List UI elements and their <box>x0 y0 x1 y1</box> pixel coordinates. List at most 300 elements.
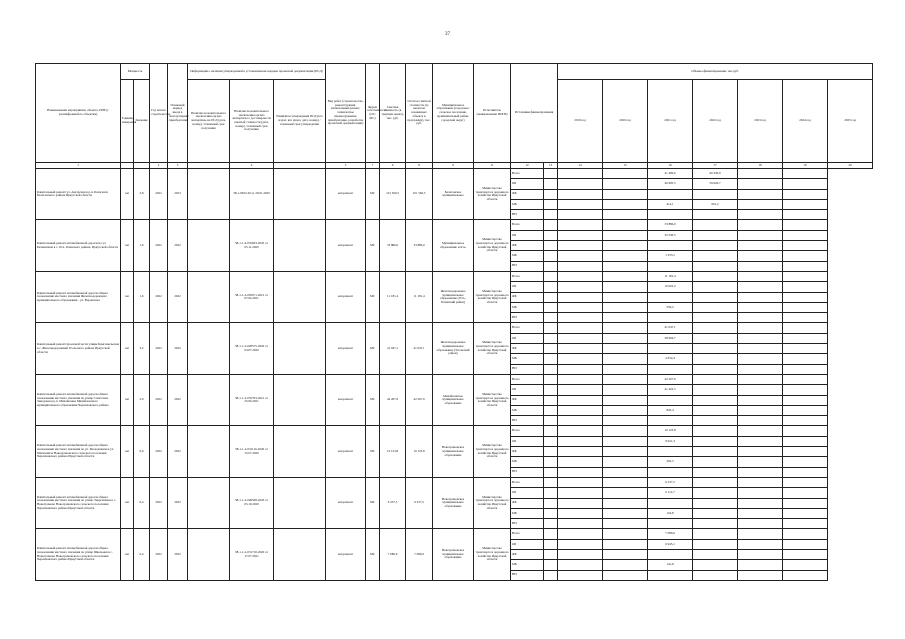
year-2019-cell <box>544 210 558 220</box>
year-2024-cell <box>738 539 783 549</box>
funding-source-label: МБ <box>511 508 544 518</box>
year-2019-cell <box>544 179 558 189</box>
year-2020-cell <box>558 374 603 384</box>
year-2022-cell <box>648 313 693 323</box>
year-2020-cell <box>558 220 603 230</box>
year-2025-cell <box>783 261 828 271</box>
year-2022-cell: 40 995,5 <box>648 179 693 189</box>
table-row <box>36 271 873 281</box>
year-2023-cell <box>693 570 738 580</box>
year-2021-cell <box>603 261 648 271</box>
unit-cell: км <box>121 220 134 271</box>
work-type-cell: кап.ремонт <box>326 169 366 220</box>
year-2025-cell <box>783 292 828 302</box>
year-2021-cell <box>603 549 648 559</box>
value-cell: 0,4 <box>134 477 150 528</box>
year-2022-cell: 41 422,5 <box>648 385 693 395</box>
year-2024-cell <box>738 199 783 209</box>
pd-approval-cell <box>274 374 326 425</box>
year-2025-cell <box>783 539 828 549</box>
col-number: 20 <box>828 163 873 169</box>
municipality-cell: Балаганское муниципальное <box>433 169 474 220</box>
executor-cell: Министерство транспорта и дорожного хозяйства Иркутской области <box>474 169 511 220</box>
year-2023-cell <box>693 282 738 292</box>
year-2024-cell <box>738 395 783 405</box>
year-2025-cell <box>783 199 828 209</box>
year-2025-cell <box>783 220 828 230</box>
header-year-2023: 2023 год <box>738 80 783 163</box>
work-type-cell: кап.ремонт <box>326 323 366 374</box>
funding-source-label: Всего <box>511 220 544 230</box>
unit-cell: км <box>121 374 134 425</box>
funding-source-label: НИ <box>511 313 544 323</box>
pd-approval-cell <box>274 323 326 374</box>
header-unit: Единица измерения <box>121 80 134 163</box>
year-2024-cell <box>738 560 783 570</box>
planned-year-cell: 2022 <box>168 529 188 580</box>
year-2021-cell <box>603 333 648 343</box>
executor-cell: Министерство транспорта и дорожного хозяйства Иркутской области <box>474 220 511 271</box>
col-number: 8 <box>406 163 433 169</box>
header-executor: Исполнитель (наименование ИОГВ) <box>474 64 511 163</box>
year-2025-cell <box>783 333 828 343</box>
municipality-cell: Муниципальное образование «Оса» <box>433 220 474 271</box>
pd-positive-cell <box>188 271 230 322</box>
year-2020-cell <box>558 447 603 457</box>
pd-approval-cell <box>274 529 326 580</box>
header-value: Значение <box>134 80 150 163</box>
header-pd-positive: Наличие положительного заключения органа экспертизы на ПСД (дата, номер) / плановый срок получения <box>188 80 230 163</box>
year-2025-cell <box>783 282 828 292</box>
header-pd-info: Информация о наличии утвержденной в установленном порядке проектной документации (ПСД) <box>188 64 326 80</box>
year-2019-cell <box>544 549 558 559</box>
pd-positive-cell <box>188 529 230 580</box>
header-estimated-cost: Сметная стоимость (в текущих ценах), тыс. руб. <box>380 64 406 163</box>
funding-source-label: ОБ <box>511 230 544 240</box>
year-2024-cell <box>738 477 783 487</box>
year-2022-cell <box>648 364 693 374</box>
year-2019-cell <box>544 199 558 209</box>
year-2024-cell <box>738 519 783 529</box>
year-2024-cell <box>738 241 783 251</box>
year-2023-cell <box>693 549 738 559</box>
year-2021-cell <box>603 570 648 580</box>
year-2020-cell <box>558 560 603 570</box>
estimated-cost-cell: 101 560,5 <box>380 169 406 220</box>
header-year-2019: 2019 год <box>558 80 603 163</box>
year-2021-cell <box>603 508 648 518</box>
year-2022-cell <box>648 519 693 529</box>
col-number: 13 <box>544 163 558 169</box>
year-2021-cell <box>603 354 648 364</box>
year-2024-cell <box>738 323 783 333</box>
year-2025-cell <box>783 169 828 179</box>
funding-source-label: Всего <box>511 323 544 333</box>
year-2019-cell <box>544 426 558 436</box>
col-number: 3 <box>168 163 188 169</box>
year-2023-cell <box>693 251 738 261</box>
table-row <box>36 374 873 384</box>
year-2020-cell <box>558 498 603 508</box>
year-2020-cell <box>558 519 603 529</box>
pd-reliability-cell: 38-1-1-2-035793-2021 от 25.06.2021 <box>230 374 274 425</box>
col-number: 14 <box>558 163 603 169</box>
year-2020-cell <box>558 210 603 220</box>
object-name: Капитальный ремонт автомобильной дороги общего пользования местного значения Железнодорожного муниципального образования - ул. Воровского <box>36 271 121 322</box>
year-2025-cell <box>783 385 828 395</box>
remaining-cost-cell: 11 181,4 <box>406 271 433 322</box>
year-2021-cell <box>603 251 648 261</box>
year-2022-cell: 559,2 <box>648 302 693 312</box>
col-number: 4 <box>230 163 274 169</box>
unit-cell: км <box>121 169 134 220</box>
pd-approval-cell <box>274 220 326 271</box>
funding-source-label: ФБ <box>511 292 544 302</box>
year-2024-cell <box>738 374 783 384</box>
year-2021-cell <box>603 477 648 487</box>
year-2019-cell <box>544 436 558 446</box>
year-2022-cell: 6 945,1 <box>648 539 693 549</box>
year-2021-cell <box>603 241 648 251</box>
year-2023-cell <box>693 539 738 549</box>
funding-source-label: ОБ <box>511 282 544 292</box>
year-2022-cell <box>648 261 693 271</box>
year-2022-cell: 845,4 <box>648 405 693 415</box>
year-2024-cell <box>738 271 783 281</box>
year-2024-cell <box>738 570 783 580</box>
year-2019-cell <box>544 302 558 312</box>
value-cell: 2,8 <box>134 169 150 220</box>
pd-reliability-cell: 38-1-1-2-031710-2020 от 17.07.2021 <box>230 529 274 580</box>
year-2019-cell <box>544 292 558 302</box>
funding-source-label: Всего <box>511 529 544 539</box>
year-2025-cell <box>783 395 828 405</box>
work-type-cell: кап.ремонт <box>326 477 366 528</box>
year-2023-cell <box>693 271 738 281</box>
year-2022-cell <box>648 344 693 354</box>
remaining-cost-cell: 6 237,5 <box>406 477 433 528</box>
year-2021-cell <box>603 405 648 415</box>
estimated-cost-cell: 33 886,0 <box>380 220 406 271</box>
year-2021-cell <box>603 189 648 199</box>
year-2023-cell <box>693 457 738 467</box>
year-2024-cell <box>738 302 783 312</box>
header-work-type: Вид работ (строительство, реконструкция, капитальный ремонт, техническое перевооружение, приобретение, разработка проектной документации) <box>326 64 366 163</box>
funding-source-label: НИ <box>511 364 544 374</box>
year-2022-cell: 6 237,5 <box>648 477 693 487</box>
year-2023-cell <box>693 488 738 498</box>
pd-reliability-cell: 38-1-0022-20 от 20.01.2020 <box>230 169 274 220</box>
funding-source-label: НИ <box>511 416 544 426</box>
value-cell: 1,6 <box>134 271 150 322</box>
header-ownership: Форма собственности (ОС/МС) <box>366 64 380 163</box>
year-2019-cell <box>544 508 558 518</box>
ownership-cell: МС <box>366 169 380 220</box>
year-2020-cell <box>558 364 603 374</box>
year-2023-cell <box>693 560 738 570</box>
year-2019-cell <box>544 169 558 179</box>
year-2022-cell: 41 047,1 <box>648 323 693 333</box>
year-2019-cell <box>544 220 558 230</box>
year-2025-cell <box>783 447 828 457</box>
year-2024-cell <box>738 261 783 271</box>
year-2023-cell <box>693 416 738 426</box>
year-2025-cell <box>783 519 828 529</box>
remaining-cost-cell: 33 886,0 <box>406 220 433 271</box>
year-2023-cell <box>693 323 738 333</box>
funding-source-label: ФБ <box>511 549 544 559</box>
pd-approval-cell <box>274 169 326 220</box>
year-2021-cell <box>603 169 648 179</box>
year-2021-cell <box>603 426 648 436</box>
year-2019-cell <box>544 467 558 477</box>
year-2025-cell <box>783 457 828 467</box>
value-cell: 0,6 <box>134 426 150 477</box>
year-2022-cell: 11 181,4 <box>648 271 693 281</box>
year-2023-cell <box>693 467 738 477</box>
year-2025-cell <box>783 344 828 354</box>
executor-cell: Министерство транспорта и дорожного хозяйства Иркутской области <box>474 477 511 528</box>
municipality-cell: Новогромовское муниципальное образование <box>433 529 474 580</box>
funding-source-label: ФБ <box>511 447 544 457</box>
start-year-cell: 2022 <box>150 220 168 271</box>
year-2025-cell <box>783 251 828 261</box>
year-2024-cell <box>738 292 783 302</box>
year-2021-cell <box>603 220 648 230</box>
estimated-cost-cell: 6 237,5 <box>380 477 406 528</box>
year-2022-cell: 10 123,8 <box>648 426 693 436</box>
year-2025-cell <box>783 241 828 251</box>
col-number: 2 <box>150 163 168 169</box>
year-2019-cell <box>544 374 558 384</box>
year-2023-cell <box>693 529 738 539</box>
funding-source-label: МБ <box>511 354 544 364</box>
funding-source-label: ОБ <box>511 488 544 498</box>
funding-source-label: ОБ <box>511 539 544 549</box>
col-number: 15 <box>603 163 648 169</box>
year-2022-cell <box>648 498 693 508</box>
start-year-cell: 2022 <box>150 426 168 477</box>
year-2023-cell <box>693 519 738 529</box>
year-2023-cell: 60 230,9 <box>693 169 738 179</box>
year-2023-cell <box>693 333 738 343</box>
funding-source-label: МБ <box>511 251 544 261</box>
remaining-cost-cell: 10 123,8 <box>406 426 433 477</box>
page-number: 37 <box>445 32 450 37</box>
municipality-cell: Михайловское муниципальное образование <box>433 374 474 425</box>
year-2025-cell <box>783 529 828 539</box>
year-2023-cell <box>693 220 738 230</box>
year-2021-cell <box>603 457 648 467</box>
year-2023-cell <box>693 426 738 436</box>
year-2020-cell <box>558 385 603 395</box>
funding-source-label: ФБ <box>511 241 544 251</box>
year-2025-cell <box>783 313 828 323</box>
funding-source-label: Всего <box>511 374 544 384</box>
year-2019-cell <box>544 529 558 539</box>
year-2022-cell <box>648 395 693 405</box>
year-2020-cell <box>558 199 603 209</box>
year-2022-cell: 124,8 <box>648 508 693 518</box>
year-2024-cell <box>738 498 783 508</box>
pd-approval-cell <box>274 477 326 528</box>
year-2020-cell <box>558 241 603 251</box>
year-2020-cell <box>558 405 603 415</box>
col-number: 6 <box>380 163 406 169</box>
year-2025-cell <box>783 302 828 312</box>
municipality-cell: Новогромовское муниципальное образование <box>433 477 474 528</box>
year-2024-cell <box>738 344 783 354</box>
object-name: Капитальный ремонт автомобильной дороги общего пользования местного значения по улице Советская-Заводская в р.п. Михайловка Михайловского муниципального образования Черемховского района <box>36 374 121 425</box>
remaining-cost-cell: 42 267,9 <box>406 374 433 425</box>
year-2019-cell <box>544 405 558 415</box>
unit-cell: км <box>121 323 134 374</box>
year-2024-cell <box>738 405 783 415</box>
funding-source-label: ОБ <box>511 385 544 395</box>
funding-source-label: ФБ <box>511 189 544 199</box>
year-2025-cell <box>783 354 828 364</box>
year-2024-cell <box>738 385 783 395</box>
year-2022-cell: 42 267,9 <box>648 374 693 384</box>
year-2021-cell <box>603 539 648 549</box>
estimated-cost-cell: 10 123,8 <box>380 426 406 477</box>
col-number: 16 <box>648 163 693 169</box>
header-year-2022: 2022 год <box>693 80 738 163</box>
table-row <box>36 169 873 179</box>
year-2022-cell: 38 994,7 <box>648 333 693 343</box>
year-2023-cell <box>693 354 738 364</box>
year-2025-cell <box>783 560 828 570</box>
header-capacity: Мощность <box>121 64 150 80</box>
year-2023-cell <box>693 477 738 487</box>
pd-reliability-cell: 38-1-1-2-049508-2020 от 05.10.2020 <box>230 477 274 528</box>
year-2020-cell <box>558 261 603 271</box>
year-2024-cell <box>738 333 783 343</box>
year-2021-cell <box>603 436 648 446</box>
funding-source-label: Всего <box>511 477 544 487</box>
ownership-cell: МС <box>366 374 380 425</box>
year-2021-cell <box>603 302 648 312</box>
funding-source-label: НИ <box>511 519 544 529</box>
unit-cell: км <box>121 529 134 580</box>
funding-source-label: НИ <box>511 467 544 477</box>
year-2020-cell <box>558 436 603 446</box>
pd-reliability-cell: 38-1-1-2-005671-2021 от 07.04.2021 <box>230 271 274 322</box>
year-2025-cell <box>783 374 828 384</box>
planned-year-cell: 2022 <box>168 426 188 477</box>
pd-positive-cell <box>188 477 230 528</box>
year-2019-cell <box>544 313 558 323</box>
year-2021-cell <box>603 395 648 405</box>
year-2025-cell <box>783 189 828 199</box>
year-2024-cell <box>738 282 783 292</box>
funding-source-label: ОБ <box>511 333 544 343</box>
year-2024-cell <box>738 313 783 323</box>
year-2021-cell <box>603 488 648 498</box>
year-2020-cell <box>558 477 603 487</box>
year-2019-cell <box>544 333 558 343</box>
year-2019-cell <box>544 344 558 354</box>
work-type-cell: кап.ремонт <box>326 374 366 425</box>
year-2019-cell <box>544 230 558 240</box>
header-year-2020: 2020 год <box>603 80 648 163</box>
year-2025-cell <box>783 488 828 498</box>
year-2024-cell <box>738 508 783 518</box>
year-2021-cell <box>603 271 648 281</box>
year-2023-cell <box>693 508 738 518</box>
col-number: 18 <box>738 163 783 169</box>
col-number: 5 <box>326 163 366 169</box>
year-2024-cell <box>738 210 783 220</box>
estimated-cost-cell: 41 047,1 <box>380 323 406 374</box>
funding-source-label: МБ <box>511 457 544 467</box>
year-2024-cell <box>738 447 783 457</box>
ownership-cell: МС <box>366 477 380 528</box>
year-2024-cell <box>738 416 783 426</box>
funding-source-label: ФБ <box>511 498 544 508</box>
year-2022-cell: 2 052,4 <box>648 354 693 364</box>
year-2019-cell <box>544 477 558 487</box>
work-type-cell: кап.ремонт <box>326 426 366 477</box>
year-2020-cell <box>558 292 603 302</box>
year-2021-cell <box>603 364 648 374</box>
financing-table <box>35 63 873 581</box>
year-2020-cell <box>558 169 603 179</box>
year-2020-cell <box>558 426 603 436</box>
table-row <box>36 477 873 487</box>
funding-source-label: Всего <box>511 169 544 179</box>
year-2025-cell <box>783 210 828 220</box>
year-2019-cell <box>544 447 558 457</box>
year-2021-cell <box>603 374 648 384</box>
year-2022-cell: 9 921,3 <box>648 436 693 446</box>
year-2024-cell <box>738 220 783 230</box>
work-type-cell: кап.ремонт <box>326 271 366 322</box>
year-2021-cell <box>603 323 648 333</box>
year-2023-cell: 601,2 <box>693 199 738 209</box>
year-2023-cell <box>693 374 738 384</box>
year-2020-cell <box>558 570 603 580</box>
year-2021-cell <box>603 179 648 189</box>
funding-source-label: ФБ <box>511 395 544 405</box>
start-year-cell: 2022 <box>150 169 168 220</box>
year-2022-cell: 41 409,6 <box>648 169 693 179</box>
year-2022-cell <box>648 241 693 251</box>
year-2023-cell: 59 629,7 <box>693 179 738 189</box>
year-2020-cell <box>558 467 603 477</box>
year-2022-cell: 414,1 <box>648 199 693 209</box>
pd-reliability-cell: 38-1-1-2-031116-2020 от 15.07.2020 <box>230 426 274 477</box>
year-2023-cell <box>693 302 738 312</box>
planned-year-cell: 2022 <box>168 220 188 271</box>
executor-cell: Министерство транспорта и дорожного хозяйства Иркутской области <box>474 426 511 477</box>
year-2023-cell <box>693 230 738 240</box>
estimated-cost-cell: 11 181,4 <box>380 271 406 322</box>
funding-source-label: НИ <box>511 261 544 271</box>
year-2022-cell <box>648 467 693 477</box>
pd-positive-cell <box>188 169 230 220</box>
year-2024-cell <box>738 179 783 189</box>
year-2025-cell <box>783 271 828 281</box>
header-planned-year: Плановый период ввода в эксплуатацию/ приобретения <box>168 64 188 163</box>
ownership-cell: МС <box>366 426 380 477</box>
year-2020-cell <box>558 354 603 364</box>
pd-positive-cell <box>188 374 230 425</box>
table-row <box>36 426 873 436</box>
year-2020-cell <box>558 302 603 312</box>
year-2020-cell <box>558 251 603 261</box>
year-2022-cell: 202,5 <box>648 457 693 467</box>
